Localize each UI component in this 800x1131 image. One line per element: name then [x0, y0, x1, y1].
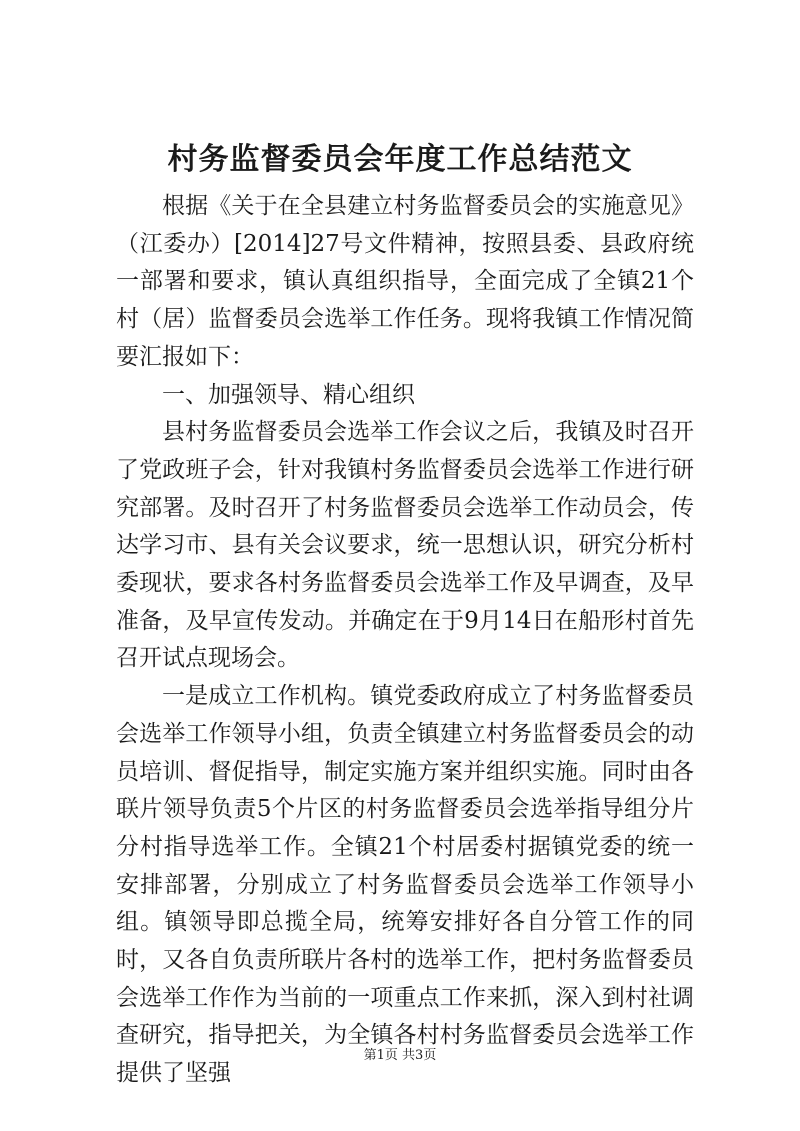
section-heading: 一、加强领导、精心组织	[162, 381, 415, 408]
document-title: 村务监督委员会年度工作总结范文	[167, 142, 633, 177]
paragraph-intro: 根据《关于在全县建立村务监督委员会的实施意见》（江委办）[2014]27号文件精神，按照县委、县政府统一部署和要求，镇认真组织指导，全面完成了全镇21个村（居）监督委员会选举工作任务。现将我镇工作情况简要汇报如下：	[116, 193, 694, 370]
paragraph-leadership: 县村务监督委员会选举工作会议之后，我镇及时召开了党政班子会，针对我镇村务监督委员会选举工作进行研究部署。及时召开了村务监督委员会选举工作动员会，传达学习市、县有关会议要求，统一思想认识，研究分析村委现状，要求各村务监督委员会选举工作及早调查，及早准备，及早宣传发动。并确定在于9月14日在船形村首先召开试点现场会。	[116, 419, 694, 672]
paragraph-organization: 一是成立工作机构。镇党委政府成立了村务监督委员会选举工作领导小组，负责全镇建立村务监督委员会的动员培训、督促指导，制定实施方案并组织实施。同时由各联片领导负责5个片区的村务监督委员会选举指导组分片分村指导选举工作。全镇21个村居委村据镇党委的统一安排部署，分别成立了村务监督委员会选举工作领导小组。镇领导即总揽全局，统筹安排好各自分管工作的同时，又各自负责所联片各村的选举工作，把村务监督委员会选举工作作为当前的一项重点工作来抓，深入到村社调查研究，指导把关，为全镇各村村务监督委员会选举工作提供了坚强	[116, 683, 694, 1087]
document-body	[116, 188, 694, 1093]
page-footer: 第1页 共3页	[363, 1048, 437, 1063]
